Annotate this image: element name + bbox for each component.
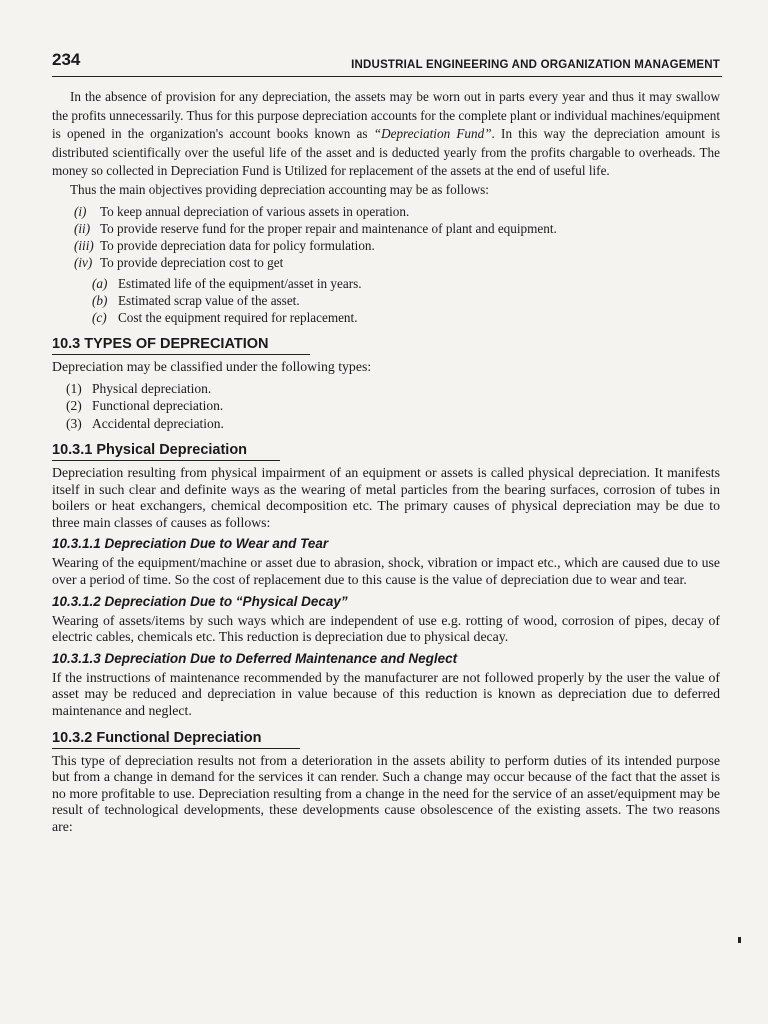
list-item-text: Accidental depreciation.	[92, 415, 224, 431]
page-number: 234	[52, 50, 81, 69]
list-item-text: To provide depreciation cost to get	[100, 255, 284, 270]
list-item	[66, 415, 720, 433]
sub-objectives-list	[52, 275, 720, 326]
section-heading-10-3-2: 10.3.2 Functional Depreciation	[52, 730, 300, 749]
section-body: This type of depreciation results not from a deterioration in the assets ability to perform duties of its intended purpose but from a change in demand for the services it can render. Such a change may occur because of the fact that the asset is no more profitable to use. Depreciation resulting from a change in the need for the service of an asset/equipment may be result of technological developments, these developments cause obsolescence of the existing assets. The two reasons are:	[52, 752, 720, 834]
list-item-text: To provide depreciation data for policy formulation.	[100, 238, 375, 253]
section-intro: Depreciation may be classified under the following types:	[52, 359, 372, 374]
list-marker: (3)	[66, 415, 82, 431]
list-item	[92, 309, 720, 326]
section-body: Wearing of the equipment/machine or asset due to abrasion, shock, vibration or impact etc., which are caused due to use over a period of time. So the cost of replacement due to this cause is the value of depreciation due to wear and tear.	[52, 555, 720, 588]
list-item-text: Cost the equipment required for replacement.	[118, 310, 358, 325]
section-body: Wearing of assets/items by such ways which are independent of use e.g. rotting of wood, corrosion of pipes, decay of electric cables, chemicals etc. This reduction is depreciation due to physical decay.	[52, 612, 720, 645]
section-heading-10-3-1-3: 10.3.1.3 Depreciation Due to Deferred Maintenance and Neglect	[52, 650, 458, 666]
list-marker: (a)	[92, 276, 108, 291]
list-marker: (iv)	[74, 255, 93, 270]
section-heading-10-3-1-1: 10.3.1.1 Depreciation Due to Wear and Tear	[52, 536, 329, 552]
list-marker: (b)	[92, 293, 108, 308]
list-item	[66, 397, 720, 415]
types-list	[52, 380, 720, 433]
list-item	[92, 275, 720, 292]
list-item-text: Estimated scrap value of the asset.	[118, 293, 300, 308]
section-body: Depreciation resulting from physical impairment of an equipment or assets is called physical depreciation. It manifests itself in such clear and definite ways as the wearing of metal particles from the bearing surfaces, corrosion of tubes in boilers or heat exchangers, chemical decomposition etc. The primary causes of physical depreciation may be due to three main classes of causes as follows:	[52, 465, 720, 530]
list-item	[74, 220, 720, 237]
list-item	[66, 380, 720, 398]
list-item-text: Estimated life of the equipment/asset in years.	[118, 276, 362, 291]
running-head: INDUSTRIAL ENGINEERING AND ORGANIZATION MANAGEMENT	[351, 59, 720, 71]
list-item-text: Physical depreciation.	[92, 380, 212, 396]
section-body: If the instructions of maintenance recommended by the manufacturer are not followed properly by the user the value of asset may be reduced and depreciation in value because of this reduction is known as depreciation due to deferred maintenance and neglect.	[52, 669, 720, 719]
list-item	[92, 292, 720, 309]
list-item	[74, 254, 720, 271]
depreciation-fund-term: “Depreciation Fund”	[373, 126, 492, 141]
list-item	[74, 203, 720, 220]
section-heading-10-3-1: 10.3.1 Physical Depreciation	[52, 442, 280, 461]
list-item-text: To provide reserve fund for the proper repair and maintenance of plant and equipment.	[100, 221, 557, 236]
paragraph-depreciation-fund	[52, 88, 720, 181]
list-marker: (i)	[74, 204, 87, 219]
list-item-text: Functional depreciation.	[92, 398, 224, 414]
page-edge-mark	[738, 937, 741, 943]
list-item	[74, 237, 720, 254]
list-marker: (2)	[66, 398, 82, 414]
list-marker: (c)	[92, 310, 107, 325]
list-marker: (1)	[66, 380, 82, 396]
objectives-intro: Thus the main objectives providing depreciation accounting may be as follows:	[70, 181, 489, 197]
section-heading-10-3-1-2: 10.3.1.2 Depreciation Due to “Physical Decay”	[52, 593, 348, 609]
page-header	[52, 50, 722, 77]
objectives-list	[52, 203, 720, 271]
list-item-text: To keep annual depreciation of various assets in operation.	[100, 204, 410, 219]
page-content	[52, 88, 720, 836]
list-marker: (ii)	[74, 221, 91, 236]
section-heading-10-3: 10.3 TYPES OF DEPRECIATION	[52, 336, 310, 355]
para1-text-b: . In this way the depreciation amount is distributed scientifically over the useful life of the asset and is deducted yearly from the profits chargable to overheads. The money so collected in Depreciation Fund is Utilized for replacement of the assets at the end of useful life.	[52, 126, 720, 178]
list-marker: (iii)	[74, 238, 94, 253]
para1-text-a: In the absence of provision for any depreciation, the assets may be worn out in parts every year and thus it may swallow the profits unnecessarily. Thus for this purpose depreciation accounts for the complete plant or individual machines/equipment is opened in the organization's account books known as	[52, 89, 720, 141]
